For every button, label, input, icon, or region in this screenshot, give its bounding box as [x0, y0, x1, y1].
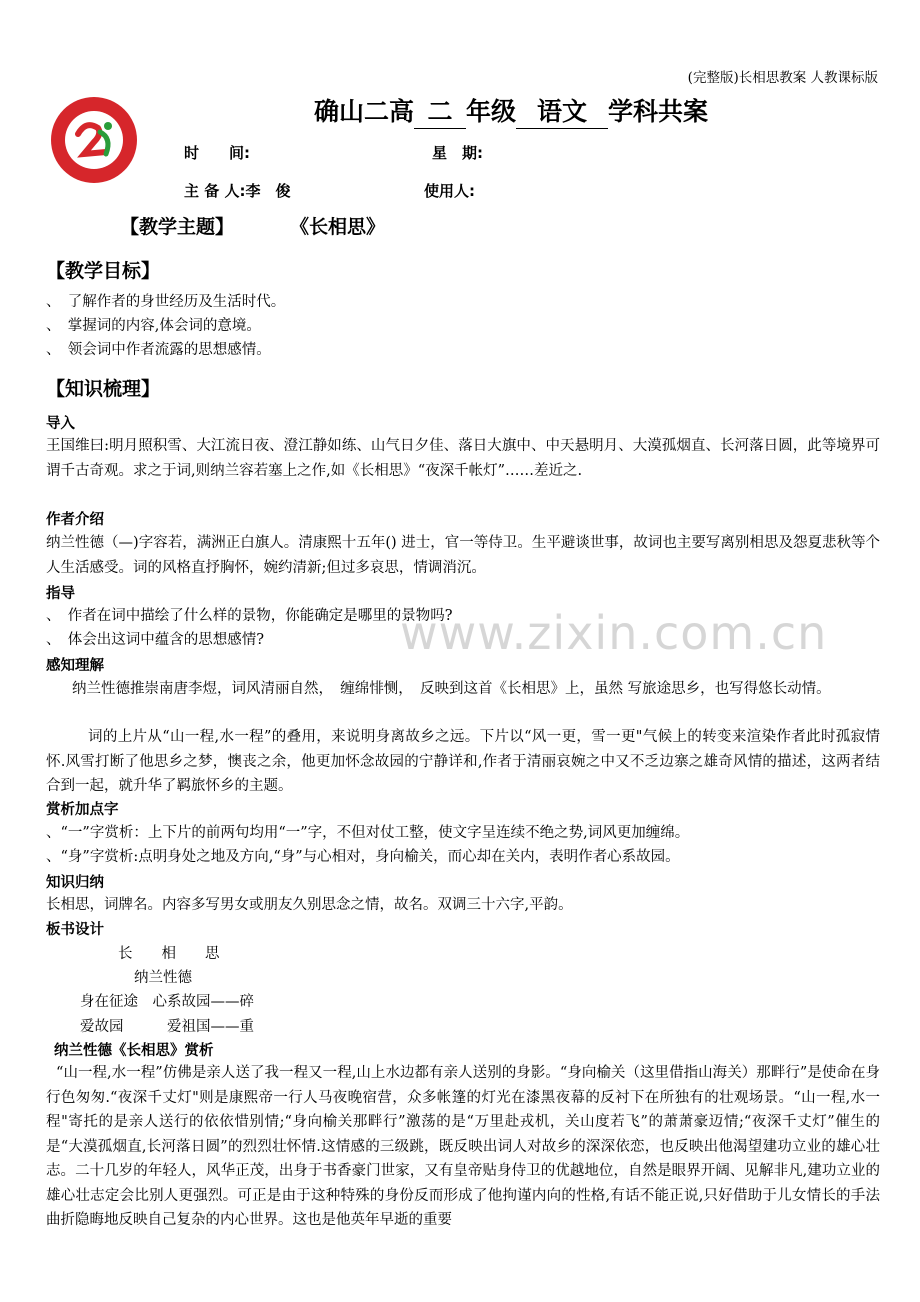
board-line: 纳兰性德 [134, 970, 192, 986]
page-title [314, 92, 708, 129]
school-logo [50, 96, 138, 184]
author-text: 纳兰性德（—)字容若，满洲正白旗人。清康熙十五年() 进士，官一等侍卫。生平避谈世事，故词也主要写离别相思及怨夏悲秋等个人生活感受。词的风格直抒胸怀，婉约清新;但过多哀思，情调消沉。 [46, 535, 880, 576]
time-label: 时 间: [184, 144, 250, 162]
author-label: 主 备 人:李 俊 [184, 182, 291, 200]
summary-title: 知识归纳 [46, 875, 104, 891]
appreciate-item: 、“一”字赏析：上下片的前两句均用“一”字，不但对仗工整，使文字呈连续不绝之势,词风更加缠绵。 [46, 825, 690, 841]
guide-item: 、 作者在词中描绘了什么样的景物，你能确定是哪里的景物吗? [46, 608, 453, 624]
guide-title: 指导 [46, 586, 75, 602]
week-label: 星 期: [432, 144, 483, 162]
topic-value: 《长相思》 [290, 216, 386, 238]
title-subject: 语文 [516, 92, 608, 129]
appreciate-title: 赏析加点字 [46, 802, 119, 818]
intro-title: 导入 [46, 416, 75, 432]
intro-text: 王国维曰:明月照积雪、大江流日夜、澄江静如练、山气日夕佳、落日大旗中、中天悬明月、大漠孤烟直、长河落日圆，此等境界可谓千古奇观。求之于词,则纳兰容若塞上之作,如《长相思》“夜深千帐灯”……差近之. [46, 438, 880, 479]
board-line: 爱故园 爱祖国——重 [80, 1019, 254, 1035]
topic-label: 【教学主题】 [120, 216, 235, 238]
goal-item: 、 掌握词的内容,体会词的意境。 [46, 318, 261, 334]
title-prefix: 确山二高 [314, 97, 415, 126]
guide-list [46, 604, 453, 652]
author-title: 作者介绍 [46, 512, 104, 528]
guide-item: 、 体会出这词中蕴含的思想感情? [46, 632, 265, 648]
analysis-text: “山一程,水一程”仿佛是亲人送了我一程又一程,山上水边都有亲人送别的身影。“身向榆关（这里借指山海关）那畔行”是使命在身行色匆匆.“夜深千丈灯"则是康熙帝一行人马夜晚宿营，众多帐篷的灯光在漆黑夜幕的反衬下在所独有的壮观场景。“山一程,水一程"寄托的是亲人送行的依依惜别情;“身向榆关那畔行”激荡的是“万里赴戎机，关山度若飞”的萧萧豪迈情;“夜深千丈灯”催生的是“大漠孤烟直,长河落日圆”的烈烈壮怀情.这情感的三级跳，既反映出词人对故乡的深深依恋，也反映出他渴望建功立业的雄心壮志。二十几岁的年轻人，风华正茂，出身于书香豪门世家，又有皇帝贴身侍卫的优越地位，自然是眼界开阔、见解非凡,建功立业的雄心壮志定会比别人更强烈。可正是由于这种特殊的身份反而形成了他拘谨内向的性格,有话不能正说,只好借助于儿女情长的手法曲折隐晦地反映自己复杂的内心世界。这也是他英年早逝的重要 [46, 1065, 880, 1228]
perceive-paragraph-2: 词的上片从“山一程,水一程”的叠用，来说明身离故乡之远。下片以“风一更，雪一更"气候上的转变来渲染作者此时孤寂情怀.风雪打断了他思乡之梦，懊丧之余，他更加怀念故园的宁静详和,作者于清丽哀婉之中又不乏边寨之雄奇风情的描述，这两者结合到一起，就升华了羁旅怀乡的主题。 [46, 729, 880, 794]
appreciate-item: 、“身”字赏析:点明身处之地及方向,“身”与心相对，身向榆关，而心却在关内，表明作者心系故园。 [46, 849, 680, 865]
watermark: www.zixin.com.cn [400, 606, 828, 660]
appreciate-list [46, 821, 689, 869]
summary-text: 长相思，词牌名。内容多写男女或朋友久别思念之情，故名。双调三十六字,平韵。 [46, 897, 573, 913]
analysis-title: 纳兰性德《长相思》赏析 [54, 1043, 214, 1059]
board-line: 身在征途 心系故园——碎 [80, 994, 254, 1010]
goal-item: 、 领会词中作者流露的思想感情。 [46, 342, 271, 358]
perceive-title: 感知理解 [46, 658, 104, 674]
user-label: 使用人: [424, 182, 475, 200]
title-grade: 二 [414, 92, 466, 129]
title-mid: 年级 [466, 97, 517, 126]
board-line: 长 相 思 [118, 946, 220, 962]
perceive-paragraph-1: 纳兰性德推崇南唐李煜，词风清丽自然， 缠绵悱恻， 反映到这首《长相思》上，虽然 写旅途思乡，也写得悠长动情。 [72, 681, 831, 697]
title-suffix: 学科共案 [608, 97, 709, 126]
teaching-topic [120, 212, 385, 239]
header-note: (完整版)长相思教案 人教课标版 [687, 70, 878, 86]
knowledge-heading: 【知识梳理】 [46, 378, 161, 400]
goals-heading: 【教学目标】 [46, 260, 161, 282]
goal-item: 、 了解作者的身世经历及生活时代。 [46, 294, 286, 310]
board-title: 板书设计 [46, 922, 104, 938]
goals-list [46, 290, 285, 362]
